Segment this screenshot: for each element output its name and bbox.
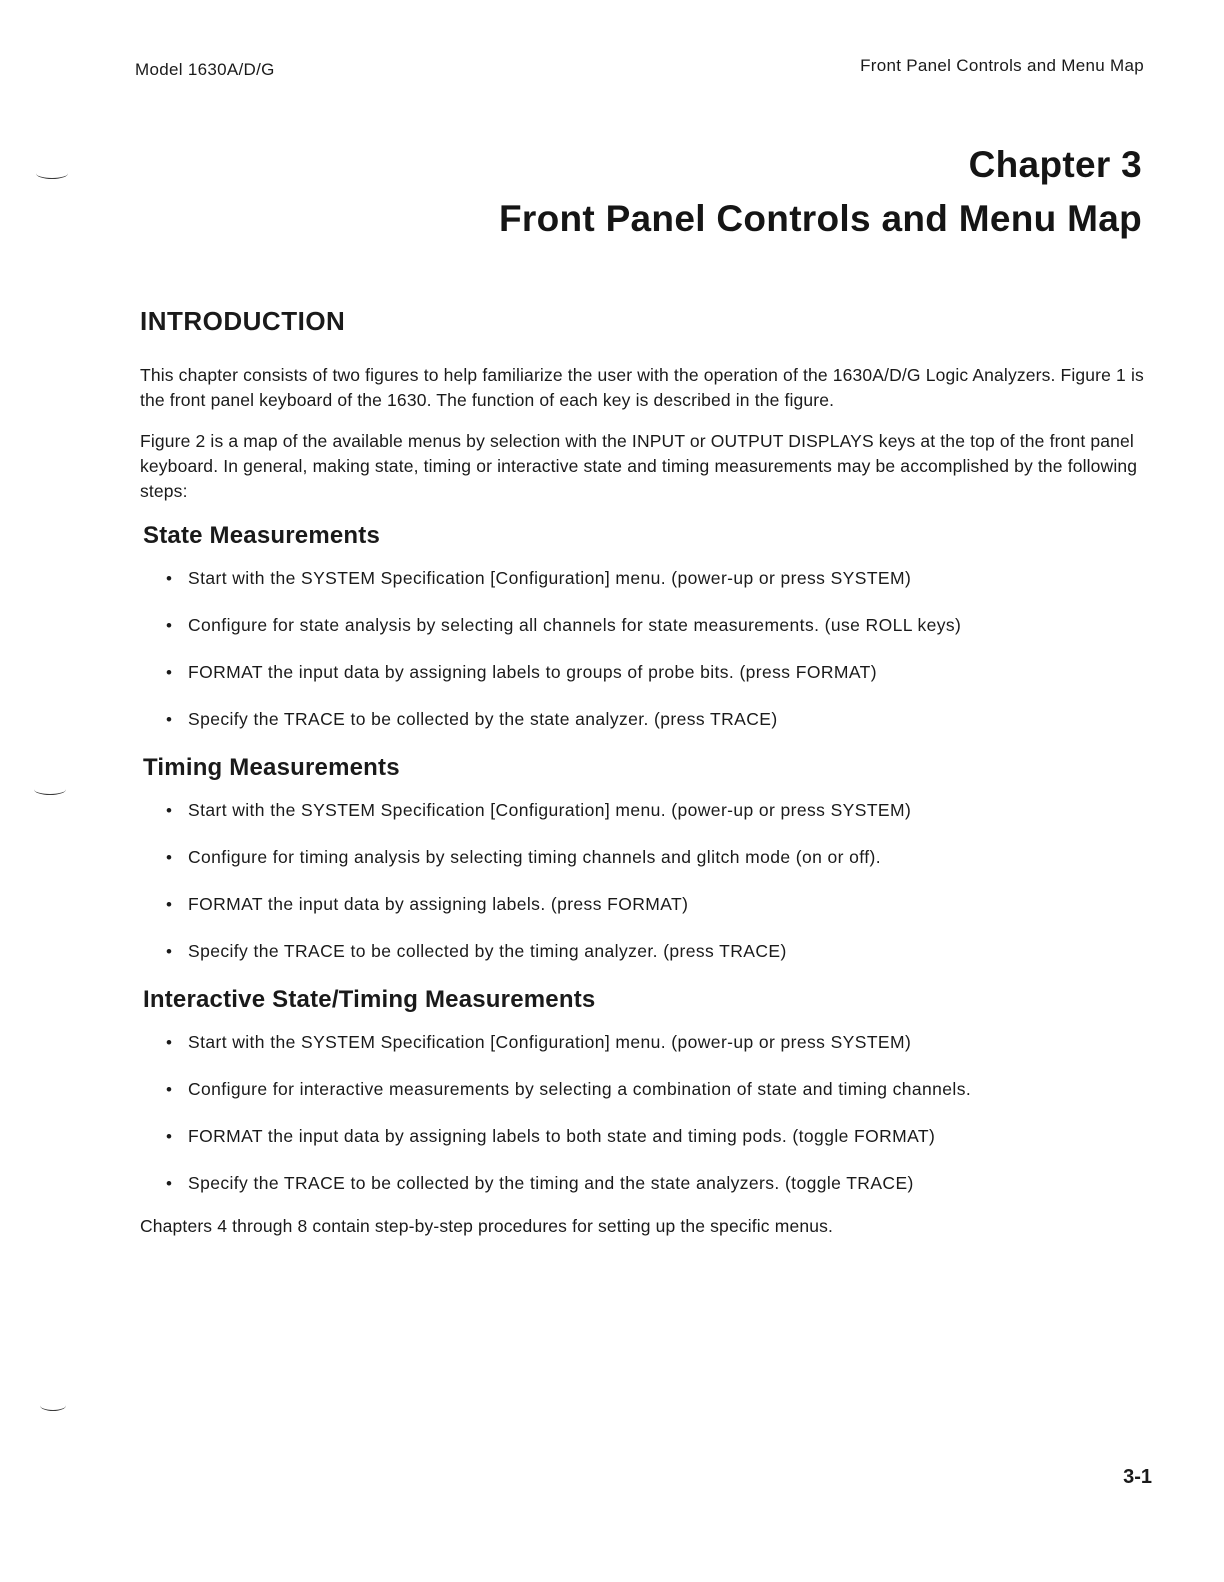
- list-item: • Specify the TRACE to be collected by the timing analyzer. (press TRACE): [164, 939, 1146, 964]
- list-item: • Start with the SYSTEM Specification [Configuration] menu. (power-up or press SYSTEM): [164, 1030, 1146, 1055]
- page-body: [140, 306, 1146, 1255]
- intro-paragraph: This chapter consists of two figures to help familiarize the user with the operation of the 1630A/D/G Logic Analyzers. Figure 1 is the front panel keyboard of the 1630. The function of each key is described in the figure.: [140, 365, 1144, 410]
- bullet-icon: •: [166, 942, 173, 961]
- list-item: • Configure for state analysis by selecting all channels for state measurements. (use ROLL keys): [164, 613, 1146, 638]
- list-item: • Specify the TRACE to be collected by the timing and the state analyzers. (toggle TRACE): [164, 1171, 1146, 1196]
- timing-measurements-section: [140, 754, 1146, 964]
- state-measurements-section: [140, 522, 1146, 732]
- bullet-icon: •: [166, 616, 173, 635]
- intro-paragraph: Figure 2 is a map of the available menus by selection with the INPUT or OUTPUT DISPLAYS keys at the top of the front panel keyboard. In general, making state, timing or interactive state and timing measurements may be accomplished by the following steps:: [140, 431, 1138, 501]
- step-list: [140, 566, 1146, 732]
- binding-hole-mark: [34, 784, 66, 795]
- binding-hole-mark: [36, 168, 68, 179]
- bullet-icon: •: [166, 1033, 173, 1052]
- chapter-number: Chapter 3: [968, 144, 1142, 185]
- list-item: • Specify the TRACE to be collected by the state analyzer. (press TRACE): [164, 707, 1146, 732]
- bullet-icon: •: [166, 569, 173, 588]
- list-item: • FORMAT the input data by assigning labels. (press FORMAT): [164, 892, 1146, 917]
- list-item: • Start with the SYSTEM Specification [Configuration] menu. (power-up or press SYSTEM): [164, 566, 1146, 591]
- introduction-heading: INTRODUCTION: [140, 306, 346, 336]
- list-item: • FORMAT the input data by assigning labels to both state and timing pods. (toggle FORMAT): [164, 1124, 1146, 1149]
- bullet-icon: •: [166, 710, 173, 729]
- list-item: • Start with the SYSTEM Specification [Configuration] menu. (power-up or press SYSTEM): [164, 798, 1146, 823]
- binding-hole-mark: [40, 1400, 66, 1411]
- closing-paragraph: Chapters 4 through 8 contain step-by-step procedures for setting up the specific menus.: [140, 1216, 834, 1236]
- bullet-icon: •: [166, 848, 173, 867]
- chapter-title: [499, 138, 1142, 246]
- step-list: [140, 1030, 1146, 1196]
- running-header-model: Model 1630A/D/G: [135, 60, 275, 79]
- list-item: • Configure for timing analysis by selecting timing channels and glitch mode (on or off).: [164, 845, 1146, 870]
- section-heading: Timing Measurements: [143, 754, 400, 781]
- section-heading: Interactive State/Timing Measurements: [143, 986, 596, 1013]
- bullet-icon: •: [166, 663, 173, 682]
- section-heading: State Measurements: [143, 522, 381, 549]
- running-header-chapter: Front Panel Controls and Menu Map: [860, 56, 1144, 75]
- page-number: 3-1: [1123, 1466, 1152, 1488]
- bullet-icon: •: [166, 1127, 173, 1146]
- interactive-measurements-section: [140, 986, 1146, 1196]
- chapter-name: Front Panel Controls and Menu Map: [498, 198, 1142, 239]
- list-item: • Configure for interactive measurements by selecting a combination of state and timing channels.: [164, 1077, 1146, 1102]
- bullet-icon: •: [166, 895, 173, 914]
- list-item: • FORMAT the input data by assigning labels to groups of probe bits. (press FORMAT): [164, 660, 1146, 685]
- bullet-icon: •: [166, 801, 173, 820]
- bullet-icon: •: [166, 1080, 173, 1099]
- bullet-icon: •: [166, 1174, 173, 1193]
- step-list: [140, 798, 1146, 964]
